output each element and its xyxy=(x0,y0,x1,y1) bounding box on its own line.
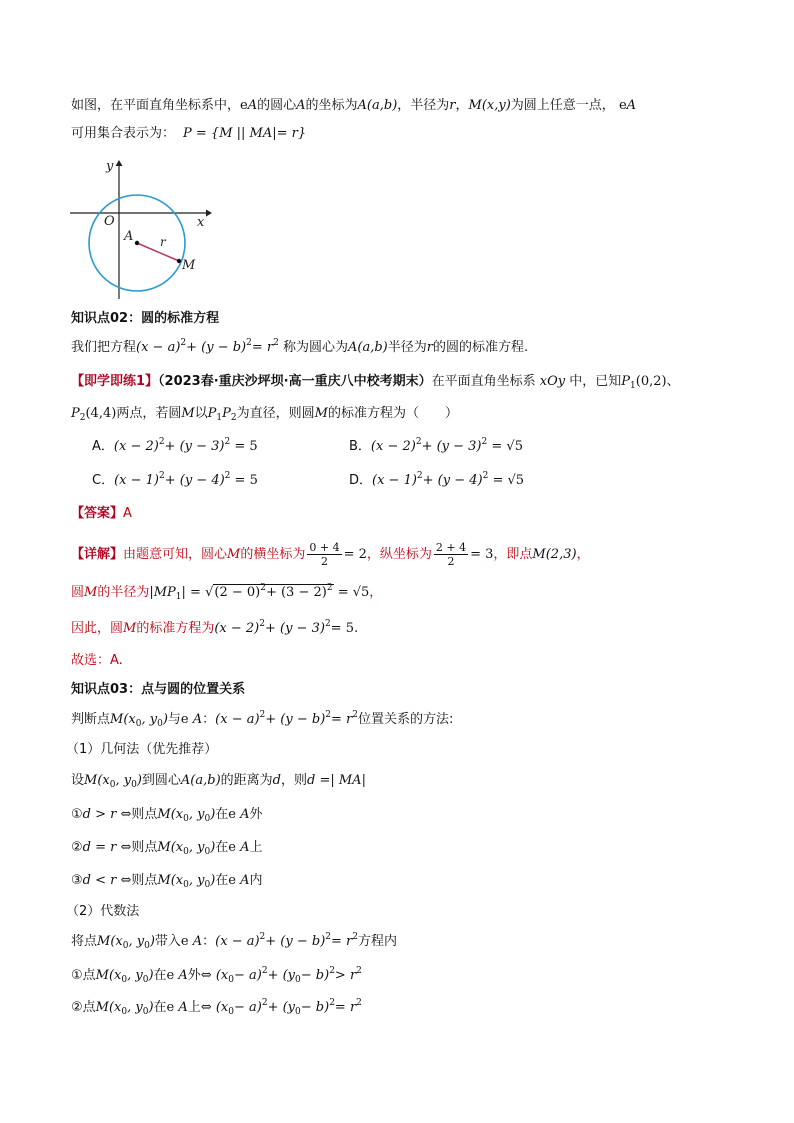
geometry-case-3: ③d < r ⇔则点$M(x_0$, $y_0$)在e A内 xyxy=(71,873,263,890)
math: (x − a) xyxy=(136,340,181,355)
math: M(x xyxy=(95,1000,122,1015)
method-2-title: （2）代数法 xyxy=(66,904,140,919)
math: M(x xyxy=(97,934,123,949)
sqrt: $√(2 - 0)^2+ (3 - 2)^2$ xyxy=(205,583,333,600)
text: ②点 xyxy=(71,1000,96,1015)
math: + (y − b) xyxy=(265,934,326,949)
math: M(x,y) xyxy=(468,98,511,113)
fraction xyxy=(434,541,468,568)
option-a[interactable]: A．$(x - 2)^2+ (y - 3)^2 = 5$ xyxy=(92,437,258,454)
text: ①点 xyxy=(71,968,96,983)
circle-symbol: e xyxy=(180,934,189,949)
math: |MP xyxy=(149,585,176,600)
math: r xyxy=(449,98,456,113)
math: = √5 xyxy=(337,585,370,600)
math: = r xyxy=(331,712,353,727)
math: (x − a) xyxy=(215,712,260,727)
math: d > r ⇔ xyxy=(82,807,132,822)
text: 的距离为 xyxy=(220,773,273,788)
set-expression: P = {M || MA|= r} xyxy=(183,126,307,141)
math: + (3 − 2) xyxy=(265,585,327,600)
text: 位置关系的方法: xyxy=(358,712,454,727)
math: M(x xyxy=(157,807,184,822)
x-axis-arrow xyxy=(206,210,212,217)
numerator: 0 + 4 xyxy=(309,541,340,554)
math: xOy xyxy=(539,374,566,389)
math: A xyxy=(192,934,203,949)
math: = 5 xyxy=(234,473,258,488)
math: = 5 xyxy=(330,621,354,636)
option-c[interactable]: C．$(x - 1)^2+ (y - 4)^2 = 5$ xyxy=(92,471,258,488)
text: 上 xyxy=(249,840,263,855)
text: 则点 xyxy=(131,807,158,822)
text: 我们把方程 xyxy=(71,340,137,355)
math: + (y − 4) xyxy=(164,473,225,488)
y-label: y xyxy=(106,159,114,174)
text: ， xyxy=(369,585,383,600)
math: M xyxy=(227,547,241,562)
math: (0,2) xyxy=(635,374,667,389)
circle-symbol: e xyxy=(618,98,627,113)
iff-symbol: ⇔ xyxy=(200,1000,212,1015)
text: ， xyxy=(455,98,469,113)
math: (x xyxy=(215,968,229,983)
text: ，即点 xyxy=(493,547,533,562)
math: = r xyxy=(334,1000,357,1015)
math: d < r ⇔ xyxy=(82,873,132,888)
math: + (y − 4) xyxy=(422,473,483,488)
point-m xyxy=(177,259,181,263)
math: + (y xyxy=(267,968,296,983)
detail-line-3: 因此，圆M的标准方程为$(x - 2)^2+ (y - 3)^2= 5$. xyxy=(71,619,359,636)
option-label: B． xyxy=(349,439,371,454)
exercise-source: （2023春·重庆沙坪坝·高一重庆八中校考期末） xyxy=(158,374,432,389)
math: d =| MA| xyxy=(307,773,366,788)
math: − b) xyxy=(300,1000,330,1015)
text: 在 xyxy=(215,873,229,888)
math: M(x xyxy=(110,712,136,727)
text: 、 xyxy=(666,374,680,389)
text: 的圆的标准方程. xyxy=(433,340,529,355)
math: A xyxy=(240,840,250,855)
text: 可用集合表示为： xyxy=(71,126,176,141)
text: ： xyxy=(202,934,216,949)
math: M xyxy=(84,585,98,600)
math: A xyxy=(178,1000,188,1015)
math: A xyxy=(240,873,250,888)
math: M(x xyxy=(95,968,122,983)
text: 在 xyxy=(215,840,229,855)
math: M(x xyxy=(157,873,184,888)
math: M(x xyxy=(84,773,110,788)
text: ，纵坐标为 xyxy=(366,547,432,562)
option-label: A． xyxy=(92,439,114,454)
math: − b) xyxy=(300,968,330,983)
option-d[interactable]: D．$(x - 1)^2+ (y - 4)^2 = √5$ xyxy=(349,471,525,488)
math: = √5 xyxy=(492,473,525,488)
text: 为直径，则圆 xyxy=(236,406,315,421)
text: ① xyxy=(71,807,83,822)
text: 则点 xyxy=(131,840,158,855)
text: . xyxy=(353,621,359,636)
circle-symbol: e xyxy=(228,840,236,855)
math: + (y xyxy=(267,1000,296,1015)
circle-symbol: e xyxy=(240,98,248,113)
math: P xyxy=(621,374,631,389)
text: 外 xyxy=(249,807,263,822)
kp02-text: 我们把方程$(x - a)^2+ (y - b)^2= r^2$ 称为圆心为A(a,b)半径为r的圆的标准方程. xyxy=(71,338,529,355)
radius-line xyxy=(137,243,179,261)
geometry-case-1: ①d > r ⇔则点$M(x_0$, $y_0$)在e A外 xyxy=(71,807,263,824)
text: 因此，圆 xyxy=(71,621,124,636)
text: 的圆心 xyxy=(257,98,297,113)
text: 在 xyxy=(215,807,229,822)
math: − a) xyxy=(233,968,262,983)
center-label: A xyxy=(124,229,134,244)
math: = 5 xyxy=(234,439,258,454)
detail-choose: 故选：A. xyxy=(71,653,123,668)
radius-label: r xyxy=(160,235,166,249)
kp03-title: 知识点03：点与圆的位置关系 xyxy=(71,682,246,697)
exercise-line-1: 【即学即练1】（2023春·重庆沙坪坝·高一重庆八中校考期末）在平面直角坐标系 xOy 中，已知$P_1(0,2)$、 xyxy=(71,374,680,391)
kp03-judge: 判断点$M(x_0$, $y_0$)与e A：$(x - a)^2+ (y - b)^2= r^2$位置关系的方法: xyxy=(71,710,454,729)
circle-symbol: e xyxy=(166,1000,175,1015)
math: A xyxy=(240,807,250,822)
math: A(a,b) xyxy=(348,340,388,355)
text: ，则 xyxy=(281,773,308,788)
origin-label: O xyxy=(104,214,115,229)
numerator: 2 + 4 xyxy=(435,541,467,554)
math: (x xyxy=(215,1000,229,1015)
text: ， xyxy=(576,547,590,562)
math: (x − 2) xyxy=(214,621,260,636)
answer-line xyxy=(71,504,132,524)
circle-symbol: e xyxy=(166,968,175,983)
text: 称为圆心为 xyxy=(283,340,349,355)
math: M(2,3) xyxy=(532,547,577,562)
exercise-line-2: $P_2(4,4)$两点，若圆M以$P_1P_2$为直径，则圆M的标准方程为（ ） xyxy=(71,406,458,423)
math: A xyxy=(626,98,637,113)
text: 的横坐标为 xyxy=(240,547,306,562)
math: | = xyxy=(181,585,206,600)
detail-line-1 xyxy=(71,541,590,568)
text: 圆 xyxy=(71,585,85,600)
text: 判断点 xyxy=(71,712,111,727)
text: 在 xyxy=(153,968,167,983)
text: 内 xyxy=(249,873,263,888)
text: 以 xyxy=(194,406,208,421)
math: (x − 2) xyxy=(113,439,159,454)
circle-diagram xyxy=(66,152,216,304)
text: 半径为 xyxy=(387,340,427,355)
text: 带入 xyxy=(154,934,181,949)
x-label: x xyxy=(197,215,205,230)
algebra-case-1: ①点$M(x_0$, $y_0$)在e A外⇔ $(x_0- a)^2+ (y_0- b)^2> r^2$ xyxy=(71,966,362,985)
text: 的坐标为 xyxy=(305,98,358,113)
text: 方程内 xyxy=(358,934,398,949)
math: = r xyxy=(251,340,274,355)
math: M xyxy=(181,406,195,421)
answer-value: A xyxy=(123,506,132,521)
text: 如图，在平面直角坐标系中， xyxy=(71,98,241,113)
denominator: 2 xyxy=(447,555,455,568)
text: ： xyxy=(202,712,216,727)
math: A xyxy=(192,712,203,727)
text: 由题意可知，圆心 xyxy=(123,547,228,562)
math: d = r ⇔ xyxy=(82,840,132,855)
math: M xyxy=(314,406,328,421)
math: d xyxy=(272,773,281,788)
text: 的标准方程为（ ） xyxy=(327,406,458,421)
math: A xyxy=(178,968,188,983)
math: M(x xyxy=(157,840,184,855)
intro-line-1 xyxy=(71,96,636,116)
math: = 2 xyxy=(343,547,367,562)
math: + (y − 3) xyxy=(164,439,225,454)
math: A(a,b) xyxy=(357,98,398,113)
math: A xyxy=(247,98,258,113)
text: 的标准方程为 xyxy=(136,621,215,636)
method-1-title: （1）几何法（优先推荐） xyxy=(66,742,218,757)
math: r xyxy=(426,340,433,355)
text: 设 xyxy=(71,773,85,788)
math: (x − 1) xyxy=(114,473,159,488)
detail-line-2: 圆M的半径为$|MP_1| = √(2 - 0)^2+ (3 - 2)^2 = √5$， xyxy=(71,583,383,602)
math: P xyxy=(207,406,217,421)
math: − a) xyxy=(233,1000,262,1015)
text: 中，已知 xyxy=(569,374,622,389)
math: A(a,b) xyxy=(180,773,221,788)
geometry-case-2: ②d = r ⇔则点$M(x_0$, $y_0$)在e A上 xyxy=(71,840,263,857)
m-label: M xyxy=(182,258,196,273)
text: 在 xyxy=(153,1000,167,1015)
intro-line-2 xyxy=(71,124,306,144)
answer-tag: 【答案】 xyxy=(71,506,124,521)
math: = √5 xyxy=(491,439,523,454)
math: (x − 2) xyxy=(370,439,416,454)
math: P xyxy=(71,406,80,421)
geometry-setup: 设$M(x_0$, $y_0$)到圆心A(a,b)的距离为d，则d =| MA| xyxy=(71,773,366,790)
text: 两点，若圆 xyxy=(116,406,182,421)
text: ，半径为 xyxy=(397,98,450,113)
text: 的半径为 xyxy=(97,585,150,600)
math: + (y − 3) xyxy=(264,621,325,636)
math: A xyxy=(296,98,306,113)
math: = 3 xyxy=(470,547,494,562)
math: P xyxy=(222,406,231,421)
text: ③ xyxy=(71,873,83,888)
circle-symbol: e xyxy=(180,712,189,727)
kp02-title: 知识点02：圆的标准方程 xyxy=(71,311,220,326)
iff-symbol: ⇔ xyxy=(200,968,212,983)
math: = r xyxy=(331,934,353,949)
detail-tag: 【详解】 xyxy=(71,547,124,562)
text: ② xyxy=(71,840,83,855)
option-b[interactable]: B．$(x - 2)^2+ (y - 3)^2 = √5$ xyxy=(349,437,523,454)
text: 上 xyxy=(187,1000,201,1015)
exercise-tag: 【即学即练1】 xyxy=(71,374,159,389)
math: (2 − 0) xyxy=(214,585,261,600)
algebra-setup: 将点$M(x_0$, $y_0$)带入e A：$(x - a)^2+ (y - b)^2= r^2$方程内 xyxy=(71,932,398,951)
fraction xyxy=(307,541,341,568)
text: 到圆心 xyxy=(141,773,181,788)
text: 与 xyxy=(167,712,181,727)
text: 在平面直角坐标系 xyxy=(431,374,536,389)
text: 则点 xyxy=(131,873,158,888)
math: (x − 1) xyxy=(372,473,417,488)
denominator: 2 xyxy=(320,555,328,568)
math: + (y − 3) xyxy=(421,439,482,454)
math: + (y − b) xyxy=(265,712,326,727)
math: + (y − b) xyxy=(186,340,247,355)
text: 将点 xyxy=(71,934,98,949)
math: M xyxy=(123,621,137,636)
option-label: D． xyxy=(349,473,373,488)
circle-symbol: e xyxy=(228,873,236,888)
text: 为圆上任意一点， xyxy=(510,98,615,113)
math: > r xyxy=(334,968,357,983)
circle-symbol: e xyxy=(228,807,236,822)
math: (x − a) xyxy=(215,934,260,949)
math: (4,4) xyxy=(85,406,117,421)
text: 外 xyxy=(187,968,201,983)
center-point xyxy=(135,241,139,245)
option-label: C． xyxy=(92,473,115,488)
algebra-case-2: ②点$M(x_0$, $y_0$)在e A上⇔ $(x_0- a)^2+ (y_0- b)^2= r^2$ xyxy=(71,998,362,1017)
y-axis-arrow xyxy=(116,160,123,166)
